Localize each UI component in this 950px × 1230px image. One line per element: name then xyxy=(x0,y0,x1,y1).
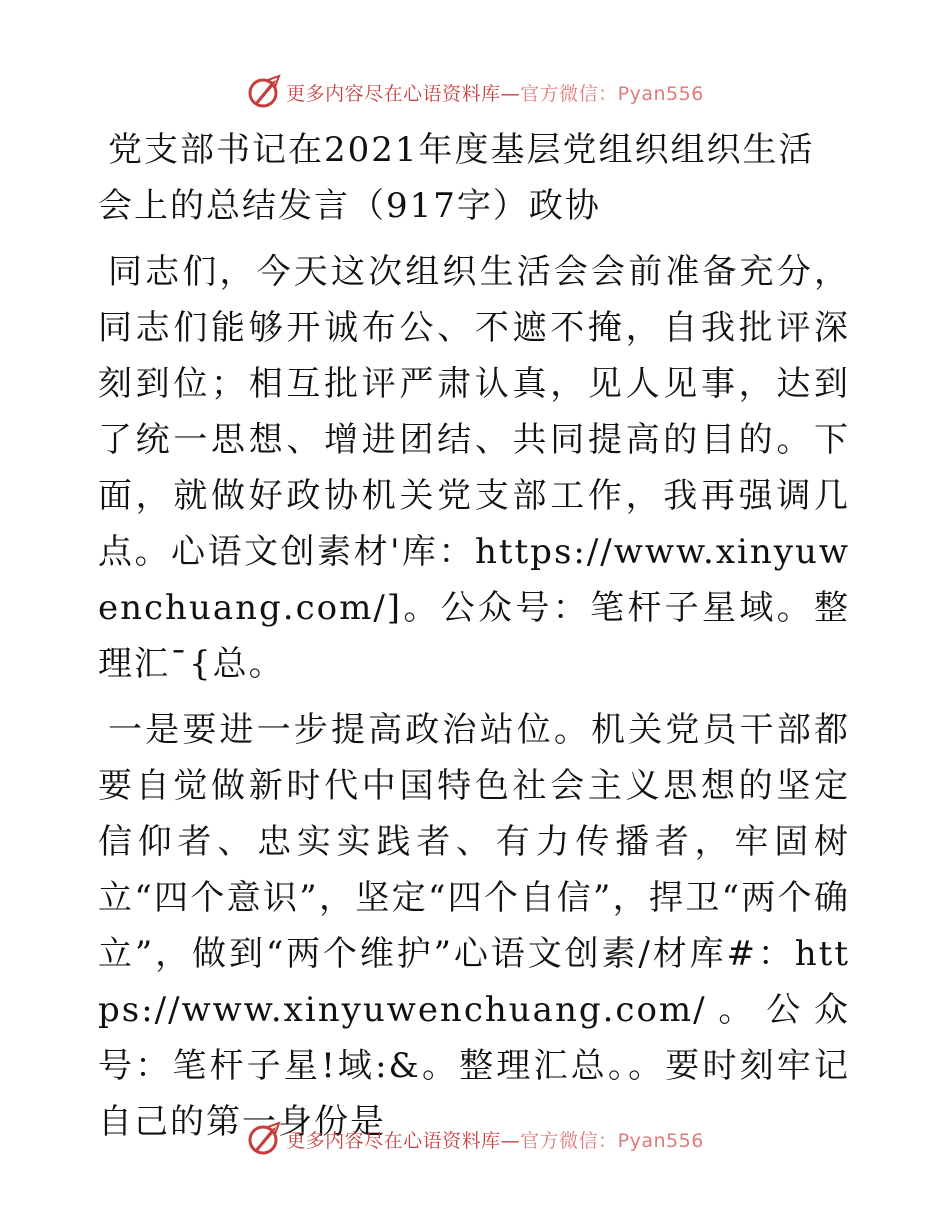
document-title: 党支部书记在2021年度基层党组织组织生活会上的总结发言（917字）政协 xyxy=(98,130,815,226)
watermark-wechat: 官方微信：Pyan556 xyxy=(520,82,704,105)
watermark-banner-top xyxy=(0,72,950,112)
watermark-site: 更多内容尽在心语资料库— xyxy=(286,1129,521,1152)
document-body xyxy=(98,122,850,1160)
watermark-text xyxy=(286,79,704,106)
watermark-site: 更多内容尽在心语资料库— xyxy=(286,82,521,105)
watermark-banner-bottom xyxy=(0,1119,950,1159)
watermark-text xyxy=(286,1126,704,1153)
quill-pen-circle-icon xyxy=(246,1121,282,1157)
quill-pen-circle-icon xyxy=(246,74,282,110)
paragraph: 同志们，今天这次组织生活会会前准备充分，同志们能够开诚布公、不遮不掩，自我批评深刻到位；相互批评严肃认真，见人见事，达到了统一思想、增进团结、共同提高的目的。下面，就做好政协机关党支部工作，我再强调几点。心语文创素材'库：https://www.xinyuwenchuang.com/]。公众号：笔杆子星域。整理汇¯{总。 xyxy=(98,252,850,684)
watermark-wechat: 官方微信：Pyan556 xyxy=(520,1129,704,1152)
paragraph: 一是要进一步提高政治站位。机关党员干部都要自觉做新时代中国特色社会主义思想的坚定信仰者、忠实实践者、有力传播者，牢固树立“四个意识”，坚定“四个自信”，捍卫“两个确立”，做到“两个维护”心语文创素/材库#：https://www.xinyuwenchuang.com/。公众号：笔杆子星!域:&。整理汇总。。要时刻牢记自己的第一身份是 xyxy=(98,710,850,1142)
